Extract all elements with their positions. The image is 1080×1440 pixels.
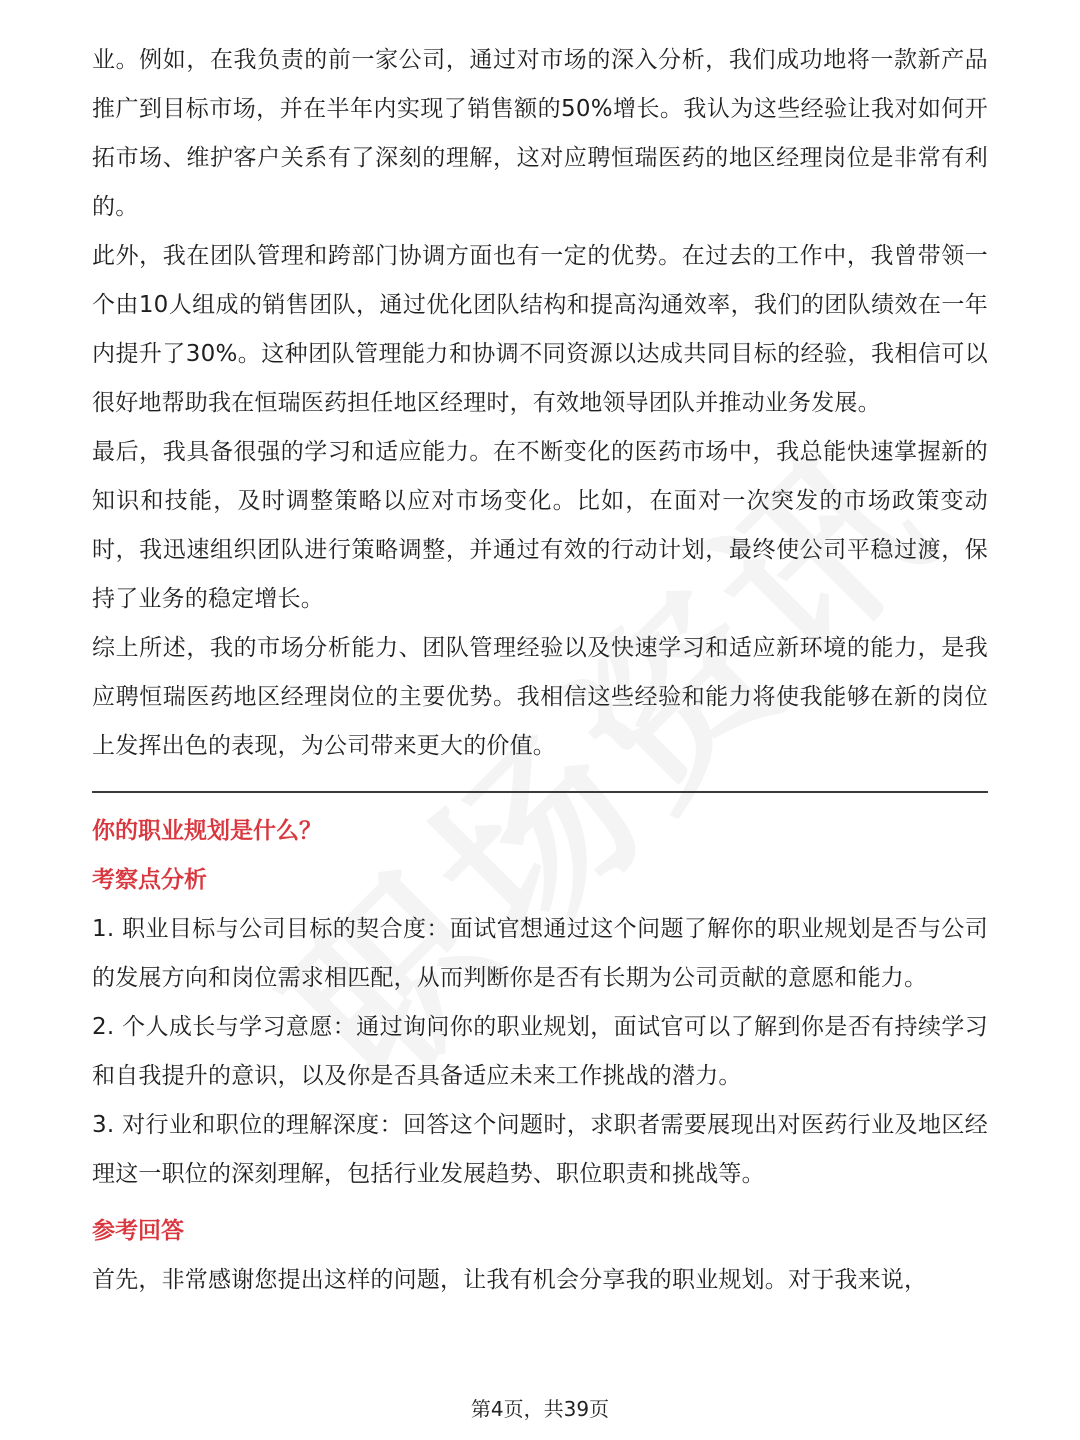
- analysis-point-1: 1. 职业目标与公司目标的契合度：面试官想通过这个问题了解你的职业规划是否与公司的发展方向和岗位需求相匹配，从而判断你是否有长期为公司贡献的意愿和能力。: [92, 916, 988, 991]
- body-paragraph-4: 综上所述，我的市场分析能力、团队管理经验以及快速学习和适应新环境的能力，是我应聘恒瑞医药地区经理岗位的主要优势。我相信这些经验和能力将使我能够在新的岗位上发挥出色的表现，为公司带来更大的价值。: [92, 635, 988, 759]
- analysis-point-2: 2. 个人成长与学习意愿：通过询问你的职业规划，面试官可以了解到你是否有持续学习和自我提升的意识，以及你是否具备适应未来工作挑战的潜力。: [92, 1014, 988, 1089]
- reference-heading: 参考回答: [92, 1218, 184, 1244]
- body-paragraph-3: 最后，我具备很强的学习和适应能力。在不断变化的医药市场中，我总能快速掌握新的知识和技能，及时调整策略以应对市场变化。比如，在面对一次突发的市场政策变动时，我迅速组织团队进行策略调整，并通过有效的行动计划，最终使公司平稳过渡，保持了业务的稳定增长。: [92, 439, 988, 612]
- body-paragraph-2: 此外，我在团队管理和跨部门协调方面也有一定的优势。在过去的工作中，我曾带领一个由10人组成的销售团队，通过优化团队结构和提高沟通效率，我们的团队绩效在一年内提升了30%。这种团队管理能力和协调不同资源以达成共同目标的经验，我相信可以很好地帮助我在恒瑞医药担任地区经理时，有效地领导团队并推动业务发展。: [92, 243, 988, 416]
- page-number-footer: 第4页，共39页: [470, 1397, 610, 1421]
- document-page: [92, 36, 988, 1305]
- body-paragraph-1: 业。例如，在我负责的前一家公司，通过对市场的深入分析，我们成功地将一款新产品推广到目标市场，并在半年内实现了销售额的50%增长。我认为这些经验让我对如何开拓市场、维护客户关系有了深刻的理解，这对应聘恒瑞医药的地区经理岗位是非常有利的。: [92, 47, 988, 220]
- analysis-heading: 考察点分析: [92, 867, 207, 893]
- section-divider: [92, 791, 988, 793]
- reference-answer: 首先，非常感谢您提出这样的问题，让我有机会分享我的职业规划。对于我来说，: [92, 1267, 928, 1293]
- question-heading: 你的职业规划是什么？: [92, 818, 322, 844]
- analysis-point-3: 3. 对行业和职位的理解深度：回答这个问题时，求职者需要展现出对医药行业及地区经理这一职位的深刻理解，包括行业发展趋势、职位职责和挑战等。: [92, 1112, 988, 1187]
